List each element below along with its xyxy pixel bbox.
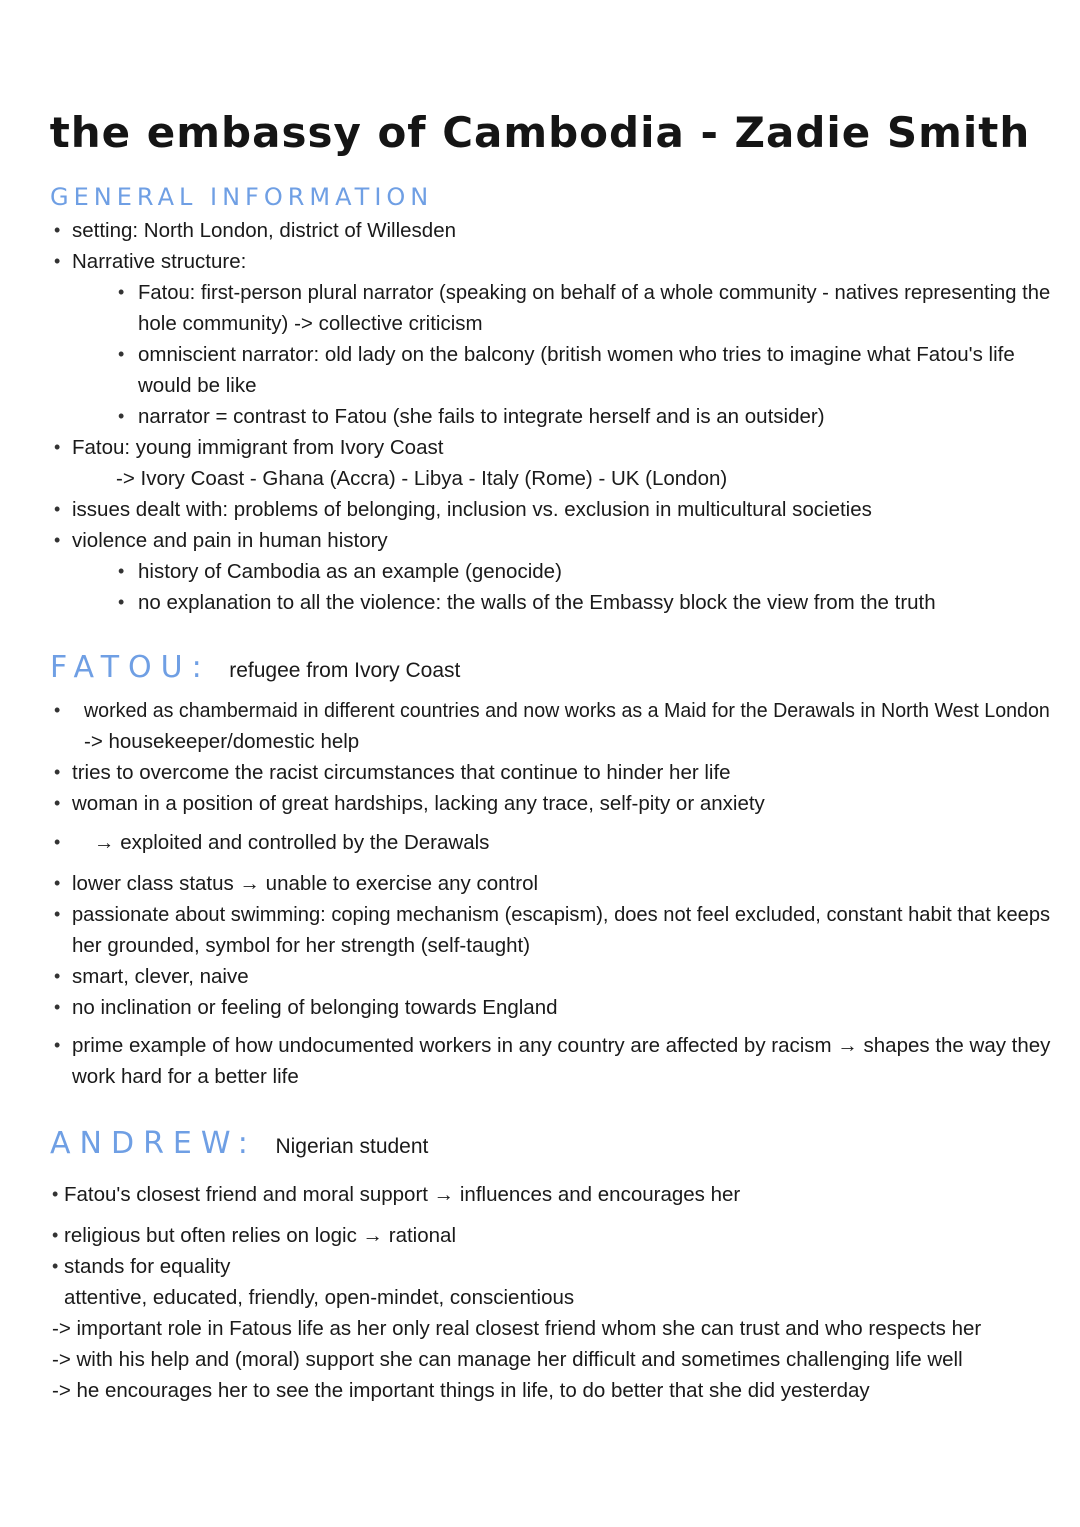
bullet: • (118, 561, 125, 581)
bullet: • (54, 251, 61, 271)
bullet: • (118, 344, 125, 364)
general-line-omniscient-cont: would be like (138, 374, 257, 397)
bullet: • (54, 700, 61, 720)
general-line-issues: issues dealt with: problems of belonging, inclusion vs. exclusion in multicultural societies (72, 498, 872, 521)
fatou-line-lower-class: lower class status → unable to exercise any control (72, 872, 539, 895)
andrew-line-equality: stands for equality (64, 1255, 231, 1278)
general-line-fatou-narrator: Fatou: first-person plural narrator (speaking on behalf of a whole community - natives representing the (138, 281, 1051, 304)
bullet: • (54, 966, 61, 986)
fatou-heading (50, 650, 460, 685)
bullet: • (118, 406, 125, 426)
andrew-subtitle: Nigerian student (275, 1135, 429, 1158)
fatou-line-prime-example-cont: work hard for a better life (72, 1065, 299, 1088)
bullet: • (54, 220, 61, 240)
general-line-fatou-narrator-cont: hole community) -> collective criticism (138, 312, 483, 335)
fatou-line-england: no inclination or feeling of belonging towards England (72, 996, 558, 1019)
andrew-heading-label: ANDREW: (50, 1126, 257, 1161)
general-line-narrative: Narrative structure: (72, 250, 247, 273)
bullet: • (54, 832, 61, 852)
bullet: • (118, 282, 125, 302)
fatou-line-hardships: woman in a position of great hardships, lacking any trace, self-pity or anxiety (72, 792, 765, 815)
fatou-line-housekeeper: -> housekeeper/domestic help (84, 730, 360, 753)
bullet: • (52, 1225, 59, 1245)
general-line-embassy: no explanation to all the violence: the walls of the Embassy block the view from the truth (138, 591, 936, 614)
general-line-route: -> Ivory Coast - Ghana (Accra) - Libya - Italy (Rome) - UK (London) (116, 467, 728, 490)
fatou-heading-label: FATOU: (50, 650, 211, 685)
andrew-line-support: -> with his help and (moral) support she can manage her difficult and sometimes challenging life well (52, 1348, 963, 1371)
general-line-immigrant: Fatou: young immigrant from Ivory Coast (72, 436, 444, 459)
andrew-heading (50, 1126, 428, 1161)
bullet: • (54, 499, 61, 519)
bullet: • (52, 1184, 59, 1204)
fatou-line-smart: smart, clever, naive (72, 965, 249, 988)
general-line-setting: setting: North London, district of Willesden (72, 219, 456, 242)
fatou-line-chambermaid: worked as chambermaid in different countries and now works as a Maid for the Derawals in North West London (84, 699, 1050, 722)
general-information-heading: GENERAL INFORMATION (50, 183, 434, 211)
fatou-line-exploited: → exploited and controlled by the Derawals (94, 831, 490, 854)
fatou-line-swimming-cont: her grounded, symbol for her strength (self-taught) (72, 934, 531, 957)
bullet: • (54, 530, 61, 550)
bullet: • (54, 793, 61, 813)
andrew-line-religious: religious but often relies on logic → rational (64, 1224, 456, 1247)
general-line-violence: violence and pain in human history (72, 529, 388, 552)
bullet: • (52, 1256, 59, 1276)
bullet: • (54, 762, 61, 782)
fatou-subtitle: refugee from Ivory Coast (229, 659, 461, 682)
andrew-line-important-role: -> important role in Fatous life as her only real closest friend whom she can trust and who respects her (52, 1317, 982, 1340)
fatou-line-prime-example: prime example of how undocumented workers in any country are affected by racism → shapes the way they (72, 1034, 1051, 1057)
fatou-line-racist: tries to overcome the racist circumstances that continue to hinder her life (72, 761, 731, 784)
bullet: • (54, 873, 61, 893)
page-title: the embassy of Cambodia - Zadie Smith (49, 108, 1031, 157)
bullet: • (54, 904, 61, 924)
general-line-omniscient: omniscient narrator: old lady on the balcony (british women who tries to imagine what Fatou's life (138, 343, 1015, 366)
fatou-line-swimming: passionate about swimming: coping mechanism (escapism), does not feel excluded, constant habit that keeps (72, 903, 1051, 926)
general-line-contrast: narrator = contrast to Fatou (she fails to integrate herself and is an outsider) (138, 405, 825, 428)
bullet: • (54, 997, 61, 1017)
andrew-line-traits: attentive, educated, friendly, open-mindet, conscientious (64, 1286, 575, 1309)
bullet: • (118, 592, 125, 612)
general-line-cambodia: history of Cambodia as an example (genocide) (138, 560, 562, 583)
andrew-line-friend: Fatou's closest friend and moral support → influences and encourages her (64, 1183, 741, 1206)
bullet: • (54, 437, 61, 457)
bullet: • (54, 1035, 61, 1055)
andrew-line-encourages: -> he encourages her to see the important things in life, to do better that she did yesterday (52, 1379, 870, 1402)
